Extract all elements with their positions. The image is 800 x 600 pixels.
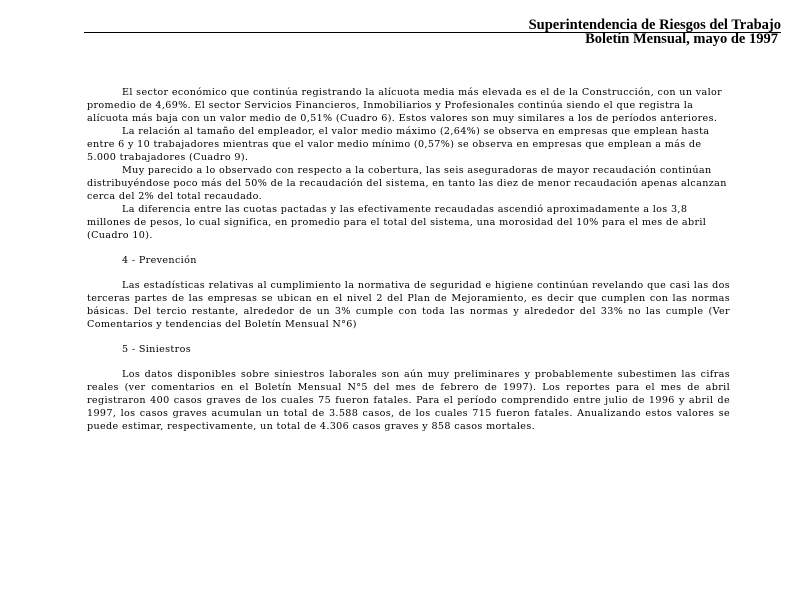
section-title-accidents: 5 - Siniestros (122, 344, 191, 355)
paragraph-construction-sector: El sector económico que continúa registrando la alícuota media más elevada es el de la Construcción, con un valor promedio de 4,69%. El sector Servicios Financieros, Inmobiliarios y Profesionales continúa siendo el que registra la alícuota más baja con un valor medio de 0,51% (Cuadro 6). Estos valores son muy similares a los de períodos anteriores. (87, 87, 723, 124)
header-rule (84, 32, 781, 33)
header-subtitle: Boletín Mensual, mayo de 1997 (585, 31, 778, 47)
paragraph-delinquency: La diferencia entre las cuotas pactadas y las efectivamente recaudadas ascendió aproximadamente a los 3,8 millones de pesos, lo cual significa, en promedio para el total del sistema, una morosidad del 10% para el mes de abril (Cuadro 10). (87, 204, 707, 241)
header-title: Superintendencia de Riesgos del Trabajo (528, 17, 781, 33)
paragraph-insurers: Muy parecido a lo observado con respecto a la cobertura, las seis aseguradoras de mayor recaudación continúan distribuyéndose poco más del 50% de la recaudación del sistema, en tanto las diez de menor recaudación apenas alcanzan cerca del 2% del total recaudado. (87, 165, 727, 202)
section-title-prevention: 4 - Prevención (122, 255, 197, 266)
paragraph-employer-size: La relación al tamaño del empleador, el valor medio máximo (2,64%) se observa en empresas que emplean hasta entre 6 y 10 trabajadores mientras que el valor medio mínimo (0,57%) se observa en empresas que emplean a más de 5.000 trabajadores (Cuadro 9). (87, 126, 710, 163)
paragraph-accidents: Los datos disponibles sobre siniestros laborales son aún muy preliminares y probablemente subestimen las cifras reales (ver comentarios en el Boletín Mensual N°5 del mes de febrero de 1997). Los reportes para el mes de abril registraron 400 casos graves de los cuales 75 fueron fatales. Para el período comprendido entre julio de 1996 y abril de 1997, los casos graves acumulan un total de 3.588 casos, de los cuales 715 fueron fatales. Anualizando estos valores se puede estimar, respectivamente, un total de 4.306 casos graves y 858 casos mortales. (87, 369, 730, 432)
paragraph-prevention: Las estadísticas relativas al cumplimiento la normativa de seguridad e higiene continúan revelando que casi las dos terceras partes de las empresas se ubican en el nivel 2 del Plan de Mejoramiento, es decir que cumplen con las normas básicas. Del tercio restante, alrededor de un 3% cumple con toda las normas y alrededor del 33% no las cumple (Ver Comentarios y tendencias del Boletín Mensual N°6) (87, 280, 730, 330)
document-body (87, 86, 730, 433)
